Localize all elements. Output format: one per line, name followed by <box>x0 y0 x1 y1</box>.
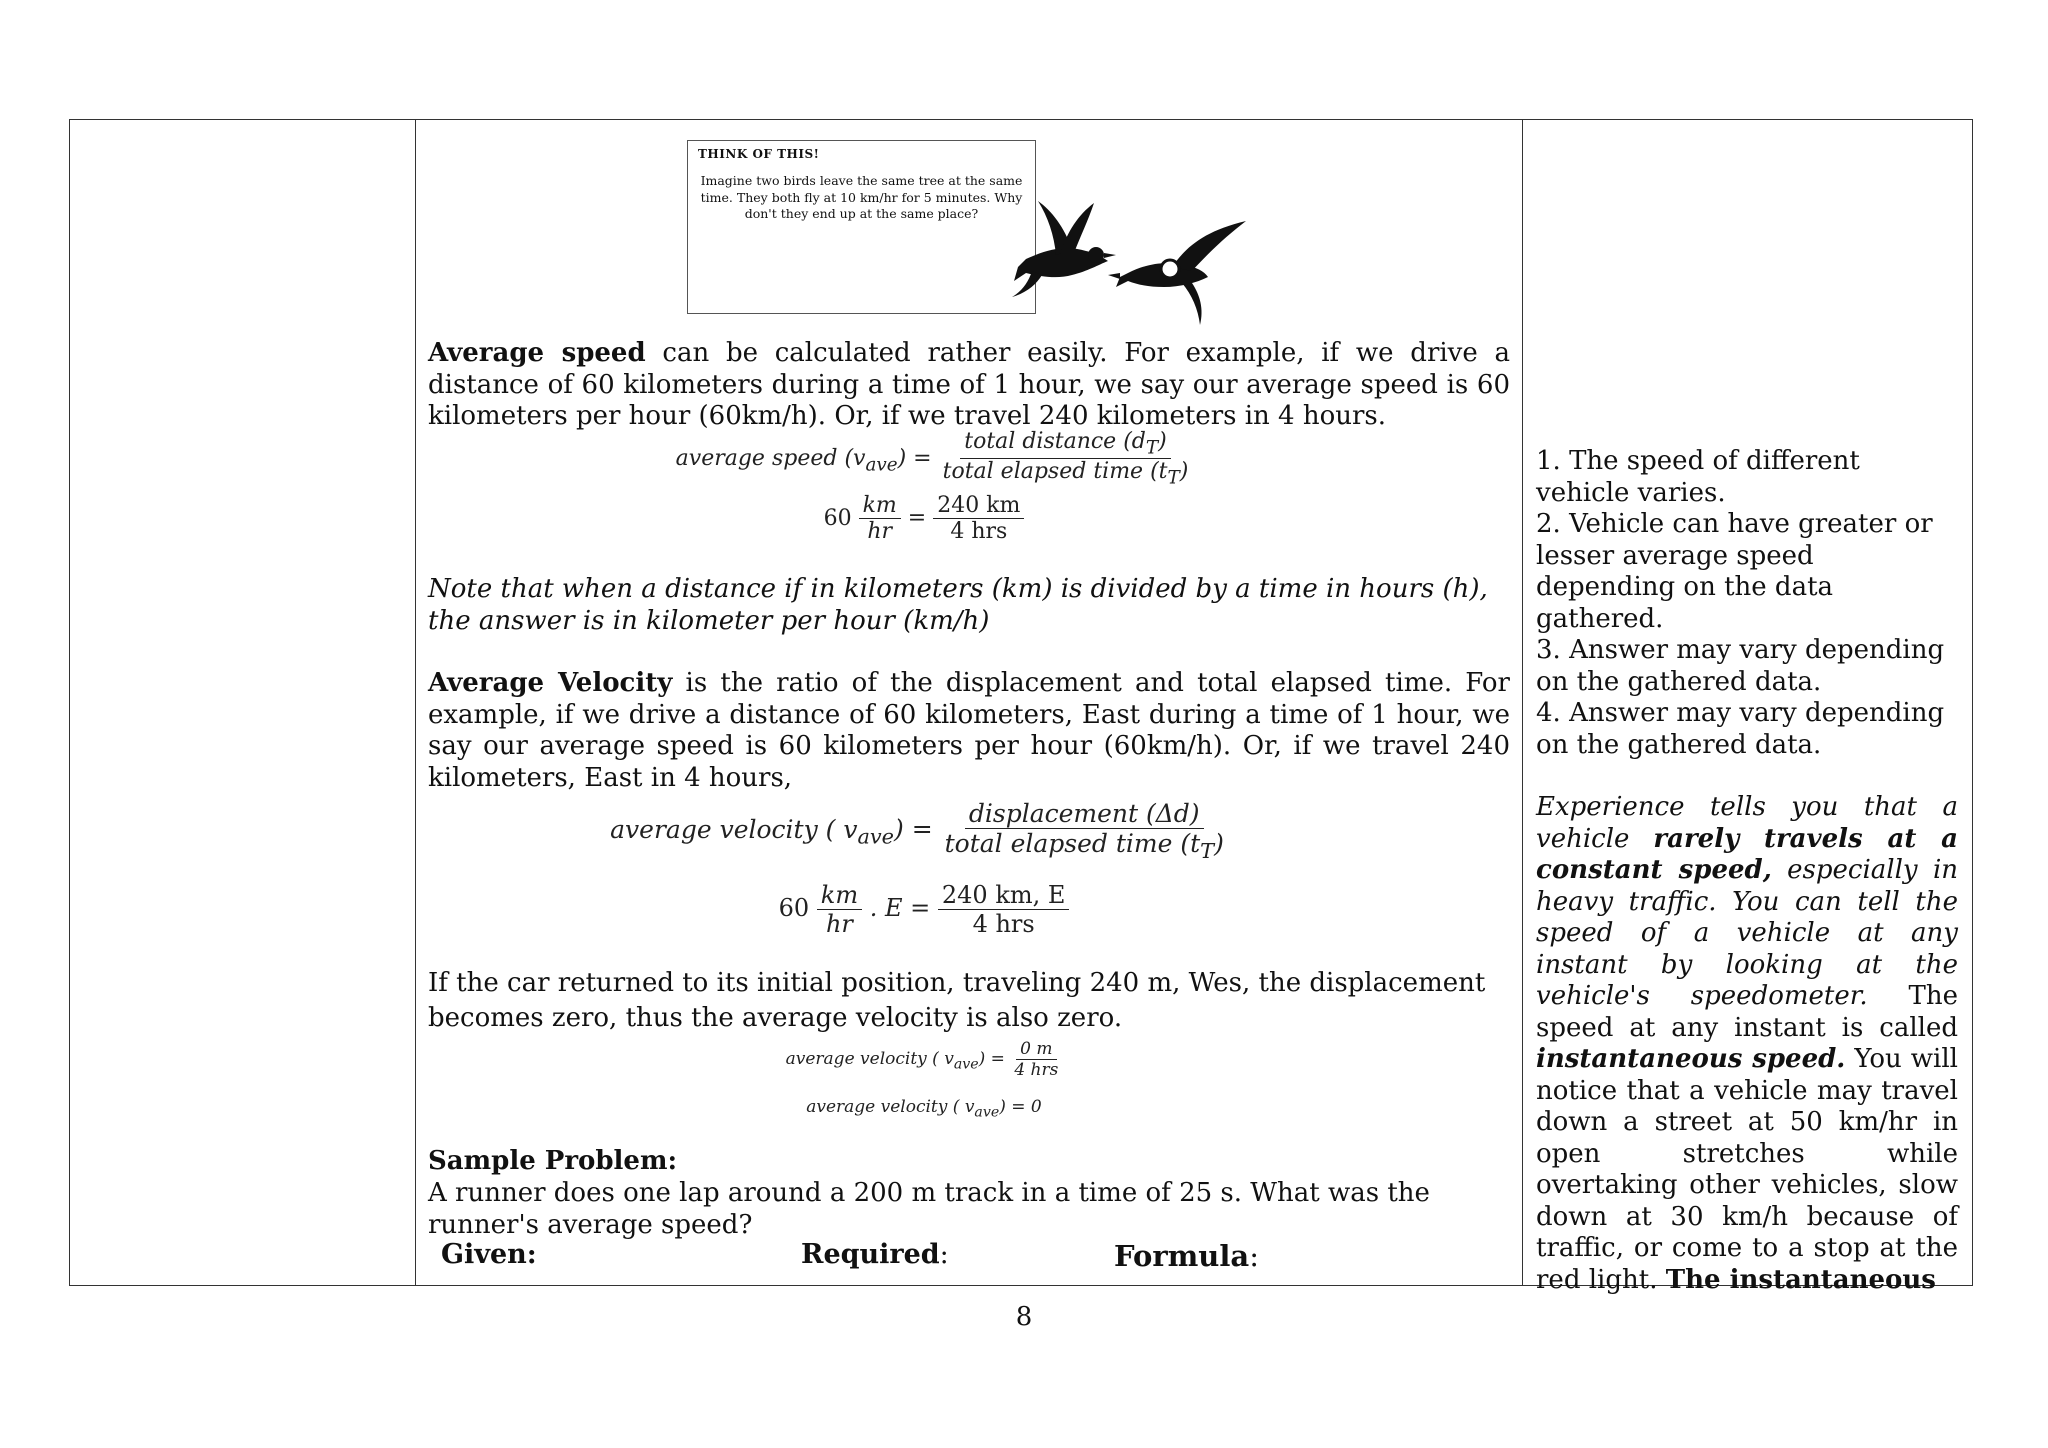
avg-velocity-example <box>428 881 1510 938</box>
veq1-den-sub: T <box>1200 839 1215 863</box>
avg-speed-text: can be calculated rather easily. For example, if we drive a distance of 60 kilometers during a time of 1 hour, we say our average speed is 60 kilometers per hour (60km/h). Or, if we travel 240 kilometers in 4 hours. <box>428 338 1511 431</box>
veq1-sub: ave <box>857 824 894 849</box>
veq2-den: hr <box>825 910 853 938</box>
veq1-lhs: average velocity ( v <box>610 814 858 844</box>
birds-illustration <box>1008 191 1268 331</box>
eq2-coef: 60 <box>823 505 852 531</box>
exp-a: Experience tells you that a vehicle <box>1536 792 1958 854</box>
avg-velocity-formula: average velocity ( $v_{ave}$) = $\frac{\text{displacement (Δd)}}{total elapsed time (t_T)}$ <box>610 799 1224 863</box>
avg-velocity-term: Average Velocity <box>428 668 673 698</box>
veq4-tail: ) = 0 <box>999 1097 1042 1117</box>
exp-d: The speed at any instant is called <box>1536 981 1958 1043</box>
avg-velocity-text: is the ratio of the displacement and total elapsed time. For example, if we drive a distance of 60 kilometers, East during a time of 1 hour, we say our average speed is 60 kilometers per hour (60km/h). Or, if we travel 240 kilometers, East in 4 hours, <box>428 668 1510 793</box>
eq1-den-sub: T <box>1167 467 1180 489</box>
sample-text: A runner does one lap around a 200 m track in a time of 25 s. What was the runner's average speed? <box>428 1178 1430 1240</box>
veq1-denominator: total elapsed time (t <box>944 829 1201 858</box>
answer-item: 3. Answer may vary depending on the gathered data. <box>1536 635 1945 697</box>
required-colon: : <box>939 1239 949 1270</box>
experience-paragraph <box>1536 792 1958 1295</box>
formula-text: Formula <box>1114 1239 1250 1273</box>
veq2-rden: 4 hrs <box>972 910 1035 938</box>
veq3-lhs: average velocity ( v <box>785 1049 954 1069</box>
veq2-rnum: 240 km, E <box>938 881 1070 910</box>
avg-speed-example: 60 $\frac{km}{hr}$ = $\frac{240 km}{\text{4 hrs}}$ <box>428 493 1510 544</box>
eq2-rnum: 240 km <box>933 493 1024 519</box>
eq1-lhs: average speed (v <box>675 445 866 471</box>
zero-velocity-result: average velocity ( $v_{ave}) = 0$ <box>806 1097 1042 1121</box>
returned-paragraph: If the car returned to its initial position, traveling 240 m, Wes, the displacement becomes zero, thus the average velocity is also zero. <box>428 968 1486 1033</box>
eq1-sub: ave <box>865 454 898 476</box>
avg-speed-note: Note that when a distance if in kilometers (km) is divided by a time in hours (h), the answer is in kilometer per hour (km/h) <box>428 574 1488 636</box>
think-box-body: Imagine two birds leave the same tree at the same time. They both fly at 10 km/hr for 5 minutes. Why don't they end up at the same place? <box>700 173 1023 221</box>
think-box-title: THINK OF THIS! <box>698 147 820 161</box>
answer-item: 4. Answer may vary depending on the gathered data. <box>1536 698 1945 760</box>
required-label <box>801 1239 949 1270</box>
sample-heading: Sample Problem: <box>428 1146 678 1176</box>
eq1-fraction: $\frac{total distance (d_T)}{total elapsed time (t_T)}$ <box>942 429 1189 489</box>
exp-f: You will notice that a vehicle may travel down a street at 50 km/hr in open stretches while overtaking other vehicles, slow down at 30 km/h because of traffic, or come to a stop at the red light. <box>1536 1044 1958 1295</box>
veq2-coef: 60 <box>778 894 810 922</box>
exp-c: especially in heavy traffic. You can tell the speed of a vehicle at any instant by looking at the vehicle's speedometer. <box>1536 855 1958 1011</box>
column-divider-right <box>1522 119 1523 1286</box>
veq4-lhs: average velocity ( v <box>806 1097 975 1117</box>
formula-colon: : <box>1249 1239 1259 1273</box>
avg-speed-paragraph <box>428 338 1510 433</box>
exp-b: rarely travels at a constant speed, <box>1536 823 1958 885</box>
eq2-den: hr <box>867 519 893 544</box>
eq1-denominator: total elapsed time (t <box>942 459 1168 485</box>
formula-label <box>1114 1239 1259 1273</box>
veq2-mid: . E = <box>869 894 931 922</box>
content-column <box>428 131 1510 1281</box>
veq3-num: 0 m <box>1016 1039 1056 1060</box>
avg-speed-term: Average speed <box>428 338 646 368</box>
exp-g: The instantaneous <box>1665 1264 1936 1295</box>
answer-item: 2. Vehicle can have greater or lesser average speed depending on the data gathered. <box>1536 509 1933 634</box>
veq3-den: 4 hrs <box>1014 1060 1059 1080</box>
required-text: Required <box>801 1239 940 1270</box>
eq1-num-sub: T <box>1145 437 1159 459</box>
eq2-num: km <box>859 493 901 519</box>
eq2-rden: 4 hrs <box>950 519 1008 544</box>
eq1-numerator: total distance (d <box>964 429 1146 454</box>
answer-column <box>1536 446 1958 1295</box>
avg-velocity-paragraph <box>428 668 1510 794</box>
column-divider-left <box>415 119 416 1286</box>
think-box <box>687 140 1036 314</box>
veq1-numerator: displacement (Δd) <box>965 799 1204 829</box>
avg-speed-formula <box>428 429 1510 489</box>
eq1-close: ) = <box>897 445 932 471</box>
given-label: Given: <box>441 1239 537 1270</box>
page-number: 8 <box>1015 1302 1033 1332</box>
veq2-num: km <box>817 881 862 910</box>
answer-item: 1. The speed of different vehicle varies. <box>1536 446 1860 508</box>
zero-velocity-formula: average velocity ( $v_{ave}$) = $\frac{0 m}{\text{4 hrs}}$ <box>428 1039 1510 1080</box>
exp-e: instantaneous speed. <box>1536 1044 1846 1074</box>
